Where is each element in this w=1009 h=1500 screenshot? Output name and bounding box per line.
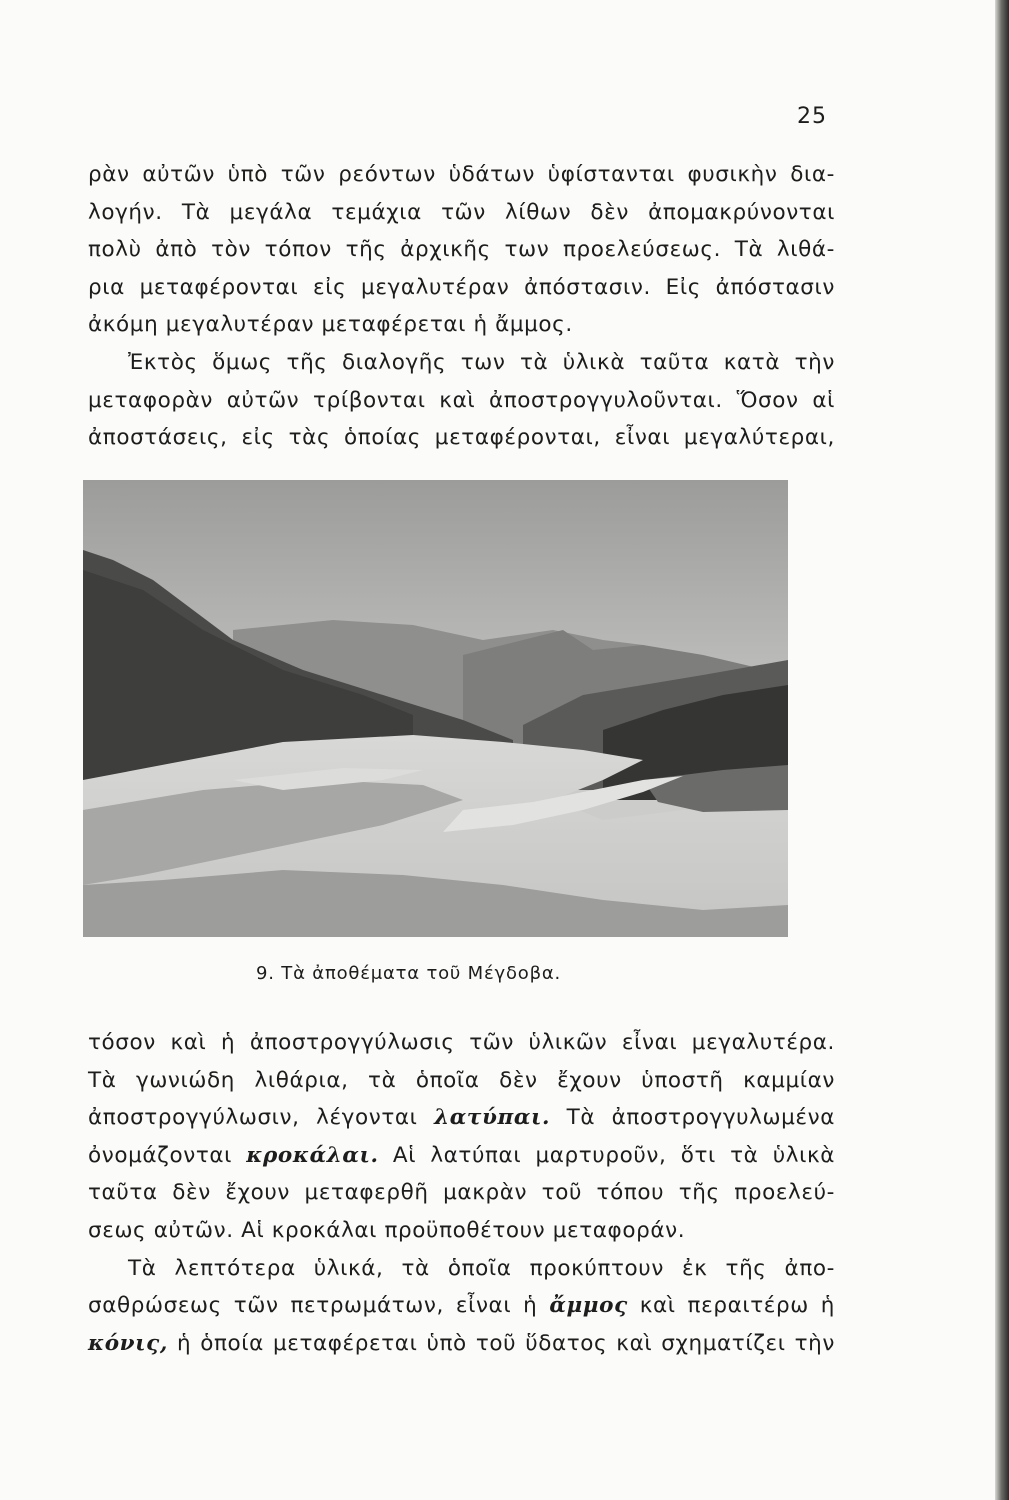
river-photograph bbox=[83, 480, 788, 937]
text-line: ρὰν αὐτῶν ὑπὸ τῶν ρεόντων ὑδάτων ὑφίστανται φυσικὴν δια- bbox=[88, 162, 835, 187]
term-krokalai: κροκάλαι. bbox=[246, 1142, 379, 1168]
river-landscape-image bbox=[83, 480, 788, 937]
term-latypai: λατύπαι. bbox=[434, 1105, 551, 1131]
page-edge-shadow bbox=[995, 0, 1009, 1500]
text-segment: ἀποστρογγύλωσιν, λέγονται bbox=[88, 1105, 435, 1131]
text-line: Ἐκτὸς ὅμως τῆς διαλογῆς των τὰ ὑλικὰ ταῦτα κατὰ τὴν bbox=[128, 349, 835, 375]
text-line: σεως αὐτῶν. Αἱ κροκάλαι προϋποθέτουν μεταφοράν. bbox=[88, 1217, 686, 1243]
text-line: ἀκόμη μεγαλυτέραν μεταφέρεται ἡ ἄμμος. bbox=[88, 312, 573, 338]
text-line: Τὰ λεπτότερα ὑλικά, τὰ ὁποῖα προκύπτουν ἐκ τῆς ἀπο- bbox=[128, 1255, 835, 1281]
paragraph-top bbox=[88, 156, 835, 457]
text-line: πολὺ ἀπὸ τὸν τόπον τῆς ἀρχικῆς των προελεύσεως. Τὰ λιθά- bbox=[88, 237, 835, 263]
text-line: ρια μεταφέρονται εἰς μεγαλυτέραν ἀπόστασιν. Εἰς ἀπόστασιν bbox=[88, 274, 835, 300]
text-segment: Τὰ ἀποστρογγυλωμένα bbox=[550, 1105, 835, 1131]
text-segment: ὀνομάζονται bbox=[88, 1142, 247, 1168]
text-line: ἀποστάσεις, εἰς τὰς ὁποίας μεταφέρονται, εἶναι μεγαλύτεραι, bbox=[88, 425, 835, 451]
term-ammos: ἄμμος bbox=[549, 1293, 628, 1319]
text-line: ταῦτα δὲν ἔχουν μεταφερθῆ μακρὰν τοῦ τόπου τῆς προελεύ- bbox=[88, 1180, 835, 1206]
term-konis: κόνις, bbox=[88, 1330, 168, 1356]
text-line bbox=[88, 1325, 835, 1363]
text-segment: καὶ περαιτέρω ἡ bbox=[627, 1293, 835, 1319]
text-segment: σαθρώσεως τῶν πετρωμάτων, εἶναι ἡ bbox=[88, 1293, 550, 1319]
text-line bbox=[88, 1099, 835, 1137]
text-line: τόσον καὶ ἡ ἀποστρογγύλωσις τῶν ὑλικῶν εἶναι μεγαλυτέρα. bbox=[88, 1030, 835, 1055]
text-segment: Αἱ λατύπαι μαρτυροῦν, ὅτι τὰ ὑλικὰ bbox=[378, 1142, 835, 1168]
text-segment: ἡ ὁποία μεταφέρεται ὑπὸ τοῦ ὕδατος καὶ σχηματίζει τὴν bbox=[167, 1330, 835, 1356]
text-line bbox=[88, 1137, 835, 1175]
text-line: λογήν. Τὰ μεγάλα τεμάχια τῶν λίθων δὲν ἀπομακρύνονται bbox=[88, 199, 835, 225]
figure-caption: 9. Τὰ ἀποθέματα τοῦ Μέγδοβα. bbox=[256, 963, 562, 984]
text-line: Τὰ γωνιώδη λιθάρια, τὰ ὁποῖα δὲν ἔχουν ὑποστῆ καμμίαν bbox=[88, 1067, 835, 1093]
page-number: 25 bbox=[797, 104, 827, 129]
paragraph-bottom bbox=[88, 1024, 835, 1362]
text-line: μεταφορὰν αὐτῶν τρίβονται καὶ ἀποστρογγυλοῦνται. Ὅσον αἱ bbox=[88, 387, 835, 413]
text-line bbox=[88, 1287, 835, 1325]
